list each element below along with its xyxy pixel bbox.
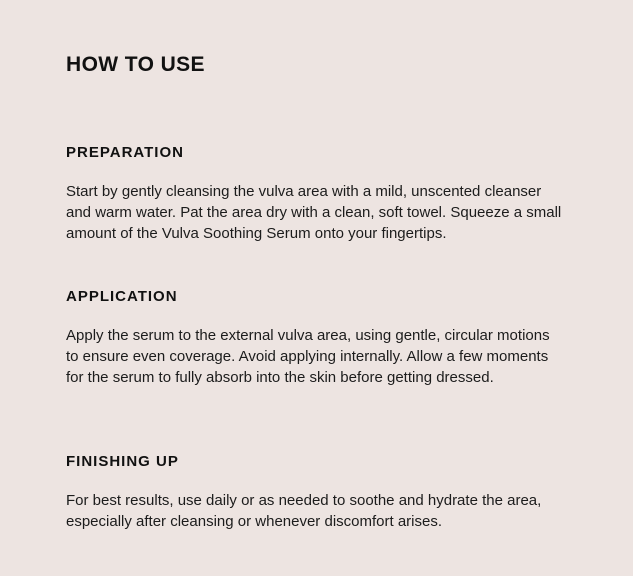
section-title-finishing-up: FINISHING UP	[66, 453, 179, 470]
page-title: HOW TO USE	[66, 53, 205, 76]
section-title-preparation: PREPARATION	[66, 144, 184, 161]
section-preparation	[66, 144, 566, 244]
section-body-application: Apply the serum to the external vulva area, using gentle, circular motions to ensure even coverage. Avoid applying internally. Allow a few moments for the serum to fully absorb into the skin before getting dressed.	[66, 327, 550, 386]
section-body-finishing-up: For best results, use daily or as needed to soothe and hydrate the area, especially after cleansing or whenever discomfort arises.	[66, 492, 542, 530]
section-title-application: APPLICATION	[66, 288, 178, 305]
section-finishing-up	[66, 453, 566, 532]
section-body-preparation: Start by gently cleansing the vulva area with a mild, unscented cleanser and warm water. Pat the area dry with a clean, soft towel. Squeeze a small amount of the Vulva Soothing Serum onto your fingertips.	[66, 183, 562, 242]
section-application	[66, 288, 566, 388]
